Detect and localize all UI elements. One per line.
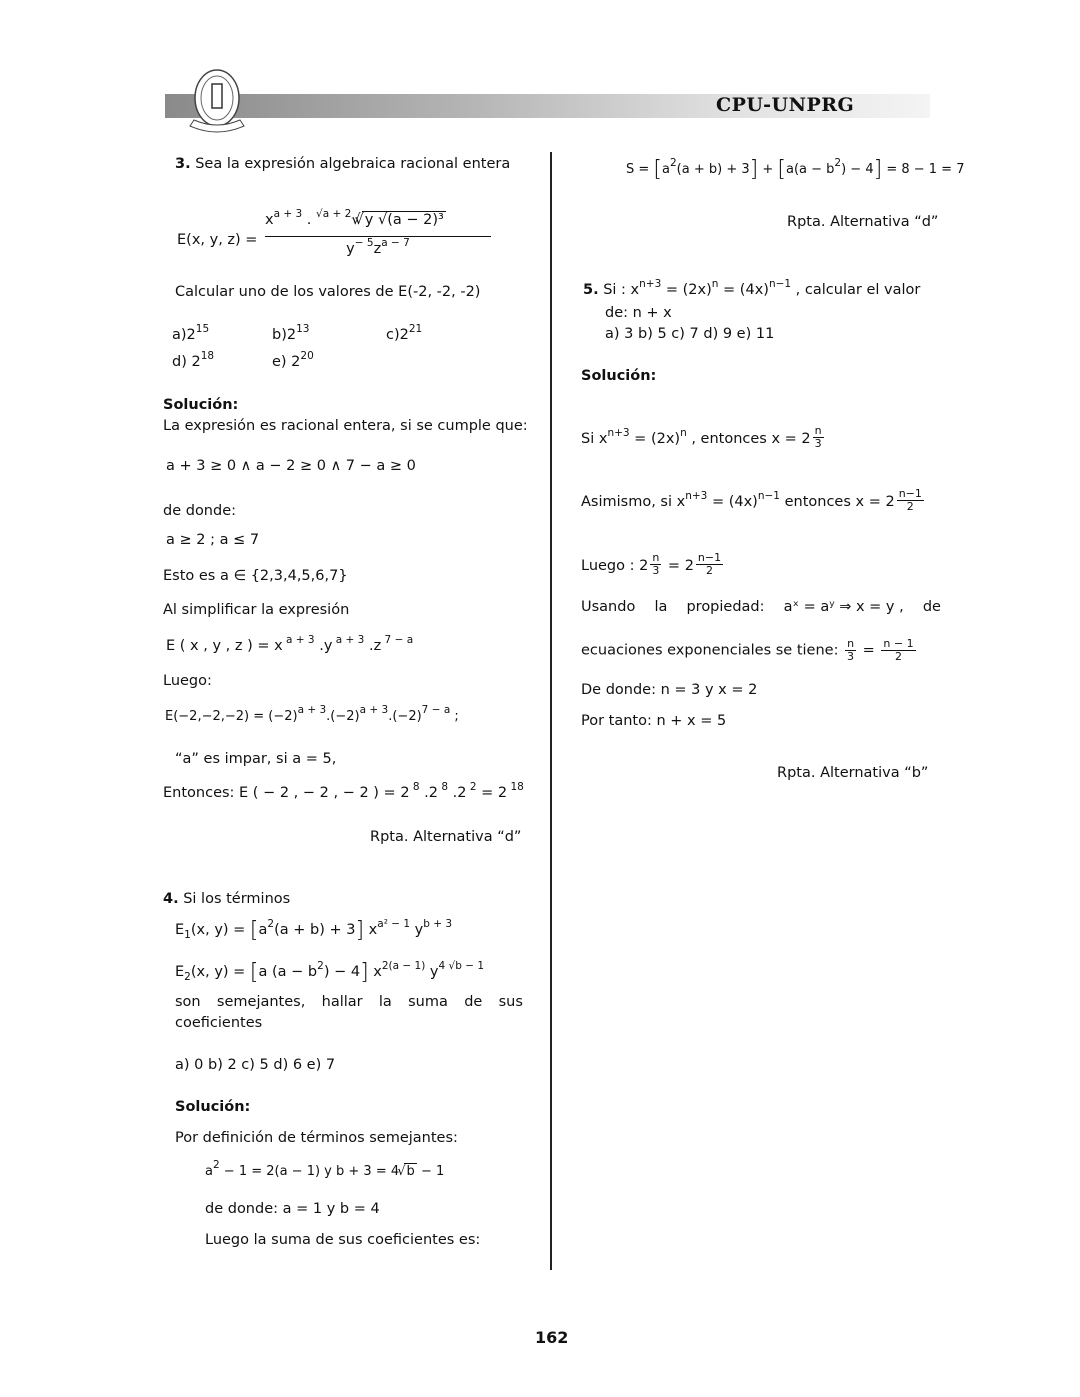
bracket: [ bbox=[653, 157, 663, 182]
text-segment: Luego: bbox=[163, 673, 212, 689]
superscript: 4 √b − 1 bbox=[438, 960, 485, 972]
numerator: n − 1 bbox=[883, 637, 914, 650]
fraction bbox=[897, 488, 924, 513]
text-segment: c)2 bbox=[386, 327, 409, 343]
text-segment: Rpta. Alternativa “b” bbox=[777, 765, 929, 781]
superscript: n+3 bbox=[607, 427, 630, 439]
superscript: n+3 bbox=[639, 278, 662, 290]
word: hallar bbox=[321, 994, 363, 1010]
text-segment: Si los términos bbox=[178, 891, 291, 907]
superscript: n+3 bbox=[685, 490, 708, 502]
word: la bbox=[378, 994, 392, 1010]
text-segment: √ bbox=[351, 212, 361, 228]
superscript: a + 3 bbox=[297, 704, 327, 716]
text-segment: Entonces: E ( − 2 , − 2 , − 2 ) = 2 bbox=[163, 785, 410, 801]
option-a bbox=[172, 325, 209, 345]
word: semejantes, bbox=[216, 994, 306, 1010]
fraction bbox=[650, 552, 661, 577]
denominator: 3 bbox=[847, 650, 855, 663]
superscript: n bbox=[680, 427, 687, 439]
text-segment: Solución: bbox=[581, 368, 657, 384]
text-segment: a)2 bbox=[172, 327, 196, 343]
text-segment: ; bbox=[450, 709, 459, 724]
problem-4-text bbox=[175, 992, 523, 1012]
superscript: 2 bbox=[267, 918, 275, 930]
text-segment: , calcular el valor bbox=[791, 282, 921, 298]
word: son bbox=[175, 994, 201, 1010]
term-e2 bbox=[175, 962, 484, 983]
fraction bbox=[845, 638, 856, 663]
superscript: b + 3 bbox=[423, 918, 453, 930]
text-segment: d) 2 bbox=[172, 354, 201, 370]
fraction bbox=[813, 425, 824, 450]
superscript: n−1 bbox=[768, 278, 792, 290]
text-segment: E bbox=[175, 922, 185, 938]
option-c bbox=[386, 325, 422, 345]
option-b bbox=[272, 325, 309, 345]
superscript: 8 bbox=[409, 781, 420, 793]
text-segment: (a + b) + 3 bbox=[676, 162, 750, 177]
superscript: n−1 bbox=[757, 490, 780, 502]
text-segment: a(a − b bbox=[785, 162, 835, 177]
word: propiedad: bbox=[686, 599, 765, 615]
solution-line bbox=[626, 157, 965, 182]
subscript: 1 bbox=[184, 929, 191, 941]
problem-5-text bbox=[605, 303, 672, 323]
superscript: 13 bbox=[296, 323, 310, 335]
text-segment: entonces x = 2 bbox=[779, 494, 895, 510]
text-segment: x bbox=[364, 922, 378, 938]
solution-line bbox=[205, 1199, 380, 1219]
word: de bbox=[922, 599, 941, 615]
text-segment: , entonces x = 2 bbox=[686, 431, 811, 447]
superscript: √a + 2 bbox=[316, 208, 352, 220]
text-segment: E(x, y, z) = bbox=[177, 232, 258, 248]
numerator: n−1 bbox=[898, 487, 922, 500]
text-segment: Rpta. Alternativa “d” bbox=[370, 829, 522, 845]
superscript: 18 bbox=[200, 350, 215, 362]
text-segment: a + 3 ≥ 0 ∧ a − 2 ≥ 0 ∧ 7 − a ≥ 0 bbox=[166, 458, 416, 474]
square-root: √ y √(a − 2)³ bbox=[362, 211, 446, 228]
superscript: 7 − a bbox=[421, 704, 451, 716]
answer-line bbox=[787, 212, 938, 232]
superscript: a + 3 bbox=[282, 634, 315, 646]
text-segment: = 8 − 1 = 7 bbox=[882, 162, 965, 177]
solution-label bbox=[163, 395, 238, 415]
formula-fraction bbox=[265, 198, 491, 257]
answer-line bbox=[370, 827, 521, 847]
superscript: a + 3 bbox=[273, 208, 303, 220]
text-segment: .z bbox=[364, 638, 382, 654]
text-segment: Rpta. Alternativa “d” bbox=[787, 214, 939, 230]
solution-line bbox=[175, 749, 336, 769]
text-segment: 5. bbox=[583, 282, 599, 298]
superscript: 18 bbox=[507, 781, 524, 793]
text-segment: x bbox=[265, 212, 274, 228]
text-segment: a) 3 b) 5 c) 7 d) 9 e) 11 bbox=[605, 326, 775, 342]
text-segment: E ( x , y , z ) = x bbox=[166, 638, 283, 654]
solution-line bbox=[581, 425, 826, 450]
option-e bbox=[272, 352, 314, 372]
superscript: a − 7 bbox=[381, 237, 410, 249]
problem-3-title bbox=[175, 154, 510, 174]
solution-line bbox=[163, 501, 236, 521]
text-segment: .(−2) bbox=[388, 709, 422, 724]
brand-title: CPU-UNPRG bbox=[716, 94, 855, 116]
denominator: 2 bbox=[906, 500, 914, 513]
text-segment: = (2x) bbox=[629, 431, 681, 447]
text-segment: = 2 bbox=[476, 785, 508, 801]
superscript: 8 bbox=[438, 781, 449, 793]
problem-4-title bbox=[163, 889, 290, 909]
text-segment: 3. bbox=[175, 156, 191, 172]
text-segment: Calcular uno de los valores de E(-2, -2, -2) bbox=[175, 284, 481, 300]
solution-line bbox=[166, 530, 259, 550]
denominator: 3 bbox=[652, 564, 660, 577]
text-segment: .(−2) bbox=[326, 709, 360, 724]
solution-line bbox=[166, 456, 416, 476]
superscript: n bbox=[711, 278, 719, 290]
superscript: a² − 1 bbox=[377, 918, 411, 930]
text-segment: = (4x) bbox=[707, 494, 758, 510]
superscript: a + 3 bbox=[332, 634, 365, 646]
solution-line bbox=[166, 636, 413, 656]
solution-line bbox=[581, 711, 726, 731]
option-d bbox=[172, 352, 214, 372]
bracket: [ bbox=[249, 960, 259, 985]
text-segment: de donde: a = 1 y b = 4 bbox=[205, 1201, 380, 1217]
solution-line bbox=[163, 671, 212, 691]
text-segment: Si : x bbox=[598, 282, 640, 298]
bracket: ] bbox=[873, 157, 883, 182]
word: sus bbox=[498, 994, 523, 1010]
text-segment: Sea la expresión algebraica racional entera bbox=[190, 156, 511, 172]
text-segment: Asimismo, si x bbox=[581, 494, 686, 510]
superscript: 2 bbox=[834, 157, 842, 169]
word: de bbox=[464, 994, 483, 1010]
text-segment: x bbox=[368, 964, 382, 980]
superscript: 21 bbox=[408, 323, 423, 335]
denominator: 2 bbox=[706, 564, 714, 577]
text-segment: − 1 bbox=[416, 1164, 445, 1179]
solution-line bbox=[581, 488, 926, 513]
text-segment: de donde: bbox=[163, 503, 237, 519]
solution-line bbox=[163, 783, 524, 803]
text-segment: a bbox=[205, 1164, 213, 1179]
text-segment: de: n + x bbox=[605, 305, 672, 321]
bracket: ] bbox=[360, 960, 369, 985]
text-segment: Por tanto: n + x = 5 bbox=[581, 713, 727, 729]
solution-line bbox=[205, 1230, 480, 1250]
text-segment: = (2x) bbox=[661, 282, 712, 298]
superscript: 15 bbox=[195, 323, 210, 335]
problem-5-options bbox=[605, 324, 774, 344]
text-segment: a bbox=[258, 922, 268, 938]
superscript: 2 bbox=[669, 157, 677, 169]
text-segment: Luego la suma de sus coeficientes es: bbox=[205, 1232, 481, 1248]
superscript: 2 bbox=[466, 781, 477, 793]
superscript: 2 bbox=[212, 1159, 220, 1171]
text-segment: ecuaciones exponenciales se tiene: bbox=[581, 642, 844, 659]
text-segment: .y bbox=[314, 638, 333, 654]
column-divider bbox=[550, 152, 552, 1270]
text-segment: Solución: bbox=[163, 397, 239, 413]
text-segment: E bbox=[175, 964, 185, 980]
problem-4-text bbox=[175, 1013, 262, 1033]
page-number: 162 bbox=[535, 1328, 569, 1347]
text-segment: b)2 bbox=[272, 327, 297, 343]
problem-4-options bbox=[175, 1055, 335, 1075]
text-segment: ) − 4 bbox=[323, 964, 361, 980]
formula-lhs bbox=[177, 230, 257, 250]
text-segment: Si x bbox=[581, 431, 608, 447]
text-segment: a) 0 b) 2 c) 5 d) 6 e) 7 bbox=[175, 1057, 336, 1073]
problem-3-question bbox=[175, 282, 480, 302]
text-segment: = 2 bbox=[663, 558, 694, 574]
solution-line bbox=[163, 416, 528, 436]
text-segment: Al simplificar la expresión bbox=[163, 602, 350, 618]
text-segment: a bbox=[662, 162, 670, 177]
text-segment: De donde: n = 3 y x = 2 bbox=[581, 682, 758, 698]
term-e1 bbox=[175, 920, 452, 941]
word: suma bbox=[408, 994, 448, 1010]
solution-line bbox=[581, 680, 757, 700]
solution-label bbox=[581, 366, 656, 386]
text-segment: (x, y) = bbox=[190, 964, 250, 980]
denominator: 2 bbox=[895, 650, 903, 663]
answer-line bbox=[777, 763, 928, 783]
text-segment: Esto es a ∈ {2,3,4,5,6,7} bbox=[163, 568, 348, 584]
text-segment: Solución: bbox=[175, 1099, 251, 1115]
solution-line bbox=[581, 638, 918, 663]
text-segment: a ≥ 2 ; a ≤ 7 bbox=[166, 532, 260, 548]
solution-line bbox=[581, 597, 941, 617]
text-segment: E(−2,−2,−2) = (−2) bbox=[165, 709, 298, 724]
solution-line bbox=[163, 566, 348, 586]
text-segment: La expresión es racional entera, si se cumple que: bbox=[163, 418, 528, 434]
text-segment: = bbox=[858, 642, 880, 659]
text-segment: Luego : 2 bbox=[581, 558, 649, 574]
text-segment: e) 2 bbox=[272, 354, 301, 370]
text-segment: 4. bbox=[163, 891, 179, 907]
text-segment: a (a − b bbox=[258, 964, 318, 980]
superscript: − 5 bbox=[354, 237, 374, 249]
text-segment: ) − 4 bbox=[841, 162, 874, 177]
solution-line bbox=[581, 552, 725, 577]
bracket: ] bbox=[749, 157, 759, 182]
denominator: 3 bbox=[814, 437, 822, 450]
bracket: ] bbox=[355, 918, 365, 943]
numerator: n bbox=[847, 637, 855, 650]
solution-label bbox=[175, 1097, 250, 1117]
word: aˣ = aʸ ⇒ x = y , bbox=[783, 599, 904, 615]
text-segment: Por definición de términos semejantes: bbox=[175, 1130, 458, 1146]
text-segment: z bbox=[373, 241, 382, 257]
text-segment: .2 bbox=[419, 785, 439, 801]
numerator: n bbox=[652, 551, 660, 564]
text-segment: S = bbox=[626, 162, 654, 177]
fraction bbox=[696, 552, 723, 577]
text-segment: y bbox=[346, 241, 355, 257]
fraction bbox=[881, 638, 915, 663]
subscript: 2 bbox=[184, 971, 191, 983]
superscript: 2(a − 1) bbox=[381, 960, 426, 972]
numerator: n−1 bbox=[697, 551, 722, 564]
text-segment: = (4x) bbox=[718, 282, 769, 298]
text-segment: y bbox=[410, 922, 424, 938]
superscript: 20 bbox=[300, 350, 314, 362]
numerator: n bbox=[814, 424, 822, 437]
text-segment: y bbox=[425, 964, 439, 980]
superscript: 2 bbox=[317, 960, 324, 972]
text-segment: . bbox=[302, 212, 317, 228]
university-seal-icon bbox=[186, 68, 248, 138]
solution-line bbox=[163, 600, 349, 620]
square-root: √ b bbox=[404, 1163, 417, 1179]
formula-denominator bbox=[346, 237, 410, 257]
superscript: 7 − a bbox=[381, 634, 414, 646]
problem-5-title bbox=[583, 280, 920, 300]
word: Usando bbox=[581, 599, 636, 615]
text-segment: − 1 = 2(a − 1) y b + 3 = 4 bbox=[219, 1164, 404, 1179]
solution-line bbox=[205, 1159, 445, 1182]
bracket: [ bbox=[249, 918, 259, 943]
text-segment: (x, y) = bbox=[190, 922, 250, 938]
text-segment: (a + b) + 3 bbox=[274, 922, 356, 938]
solution-line bbox=[165, 704, 459, 727]
word: la bbox=[654, 599, 668, 615]
solution-line bbox=[175, 1128, 458, 1148]
text-segment: + bbox=[758, 162, 778, 177]
text-segment: coeficientes bbox=[175, 1015, 263, 1031]
text-segment: “a” es impar, si a = 5, bbox=[175, 751, 337, 767]
superscript: a + 3 bbox=[359, 704, 389, 716]
text-segment: .2 bbox=[448, 785, 467, 801]
formula-numerator bbox=[265, 210, 446, 230]
bracket: [ bbox=[777, 157, 786, 182]
